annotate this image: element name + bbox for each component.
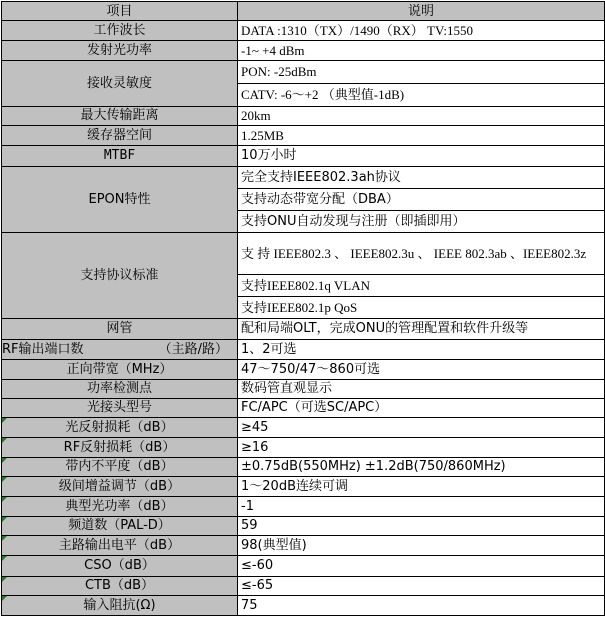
row-value: 支持IEEE802.1q VLAN — [238, 275, 605, 297]
table-row — [2, 556, 605, 577]
row-label: CSO（dB） — [2, 556, 238, 577]
row-label: 主路输出电平（dB） — [2, 536, 238, 556]
table-row — [2, 167, 605, 189]
row-label: MTBF — [2, 146, 238, 167]
table-row — [2, 360, 605, 380]
row-value: 配和局端OLT，完成ONU的管理配置和软件升级等 — [238, 319, 605, 340]
table-row — [2, 458, 605, 477]
row-label: EPON特性 — [2, 167, 238, 233]
row-label: 网管 — [2, 319, 238, 340]
row-value: 支持ONU自动发现与注册（即插即用） — [238, 211, 605, 233]
table-row — [2, 126, 605, 146]
table-row — [2, 438, 605, 458]
row-label: 典型光功率（dB） — [2, 497, 238, 517]
row-value: 数码管直观显示 — [238, 380, 605, 399]
row-value: 1～20dB连续可调 — [238, 477, 605, 497]
row-label: 光接头型号 — [2, 399, 238, 418]
row-value: ≤-60 — [238, 556, 605, 577]
row-value: 98(典型值) — [238, 536, 605, 556]
table-row — [2, 517, 605, 536]
row-value: ≤-65 — [238, 577, 605, 596]
table-header-row — [2, 2, 605, 21]
row-value: DATA :1310（TX）/1490（RX） TV:1550 — [238, 21, 605, 41]
row-label: 最大传输距离 — [2, 107, 238, 126]
spec-table — [1, 1, 605, 616]
row-value: 支 持 IEEE802.3 、 IEEE802.3u 、 IEEE 802.3ab 、IEEE802.3z — [238, 233, 605, 275]
table-row — [2, 21, 605, 41]
header-item: 项目 — [2, 2, 238, 21]
row-value: FC/APC（可选SC/APC） — [238, 399, 605, 418]
row-value: 47～750/47～860可选 — [238, 360, 605, 380]
table-row — [2, 418, 605, 438]
row-label: 支持协议标准 — [2, 233, 238, 319]
table-row — [2, 380, 605, 399]
row-value: CATV: -6～+2 （典型值-1dB) — [238, 84, 605, 107]
table-row — [2, 536, 605, 556]
row-value: PON: -25dBm — [238, 61, 605, 84]
table-row — [2, 107, 605, 126]
row-label: 频道数（PAL-D） — [2, 517, 238, 536]
row-value: 1、2可选 — [238, 340, 605, 360]
table-row — [2, 497, 605, 517]
row-label: 输入阻抗(Ω) — [2, 596, 238, 616]
row-label: 发射光功率 — [2, 41, 238, 61]
row-value: ±0.75dB(550MHz) ±1.2dB(750/860MHz) — [238, 458, 605, 477]
row-value: 10万小时 — [238, 146, 605, 167]
table-row — [2, 340, 605, 360]
table-row — [2, 477, 605, 497]
row-label: RF反射损耗（dB） — [2, 438, 238, 458]
rf-label-main: RF输出端口数 — [2, 341, 84, 357]
row-label — [2, 340, 238, 360]
row-label: CTB（dB） — [2, 577, 238, 596]
row-value: 完全支持IEEE802.3ah协议 — [238, 167, 605, 189]
row-value: ≥16 — [238, 438, 605, 458]
table-row — [2, 399, 605, 418]
row-label: 缓存器空间 — [2, 126, 238, 146]
row-label: 带内不平度（dB） — [2, 458, 238, 477]
row-label: 级间增益调节（dB） — [2, 477, 238, 497]
table-row — [2, 577, 605, 596]
row-value: -1~ +4 dBm — [238, 41, 605, 61]
table-row — [2, 319, 605, 340]
header-desc: 说明 — [238, 2, 605, 21]
row-value: 59 — [238, 517, 605, 536]
row-value: 1.25MB — [238, 126, 605, 146]
row-label: 光反射损耗（dB） — [2, 418, 238, 438]
table-row — [2, 41, 605, 61]
row-label: 功率检测点 — [2, 380, 238, 399]
table-row — [2, 596, 605, 616]
row-value: 75 — [238, 596, 605, 616]
rf-label-suffix: （主路/路） — [158, 341, 228, 357]
table-row — [2, 233, 605, 275]
row-value: 支持IEEE802.1p QoS — [238, 297, 605, 319]
row-label: 工作波长 — [2, 21, 238, 41]
row-value: -1 — [238, 497, 605, 517]
row-label: 接收灵敏度 — [2, 61, 238, 107]
row-value: ≥45 — [238, 418, 605, 438]
table-row — [2, 61, 605, 84]
row-value: 支持动态带宽分配（DBA） — [238, 189, 605, 211]
table-row — [2, 146, 605, 167]
rf-label-wrap — [2, 341, 234, 359]
row-value: 20km — [238, 107, 605, 126]
row-label: 正向带宽（MHz） — [2, 360, 238, 380]
